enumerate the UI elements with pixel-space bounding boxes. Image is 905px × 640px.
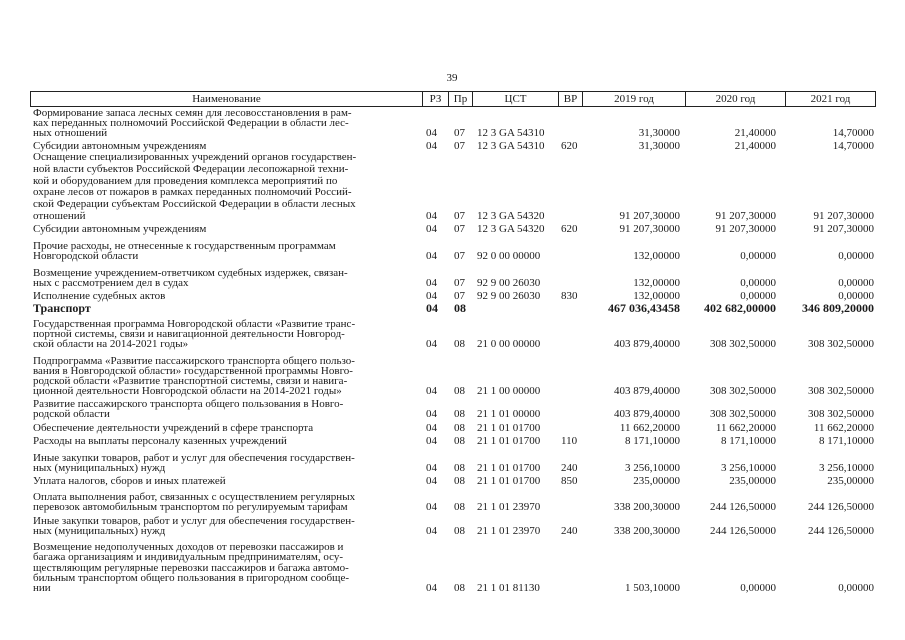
row-y2020: 11 662,20000	[715, 422, 776, 434]
row-cst: 12 3 GA 54310	[477, 127, 545, 139]
row-pr: 08	[454, 582, 465, 594]
row-rz: 04	[426, 408, 437, 420]
row-name-line: Обеспечение деятельности учреждений в сфере транспорта	[33, 422, 314, 434]
row-y2021: 235,00000	[827, 475, 874, 487]
row-y2021: 3 256,10000	[819, 462, 874, 474]
row-rz: 04	[426, 250, 437, 262]
row-pr: 08	[454, 475, 465, 487]
row-name-line: Прочие расходы, не отнесенные к государственным программам	[33, 240, 336, 252]
row-pr: 07	[454, 250, 465, 262]
row-y2020: 308 302,50000	[710, 385, 776, 397]
row-name-line: кой и оборудованием для проведения комплекса мероприятий по	[33, 174, 338, 187]
row-cst: 21 1 00 00000	[477, 385, 541, 397]
row-pr: 07	[454, 290, 465, 302]
row-name-line: Транспорт	[33, 301, 91, 315]
row-cst: 21 1 01 01700	[477, 462, 541, 474]
row-y2020: 0,00000	[740, 250, 776, 262]
row-pr: 07	[454, 140, 465, 152]
row-y2021: 308 302,50000	[808, 385, 874, 397]
row-y2019: 8 171,10000	[625, 435, 680, 447]
row-rz: 04	[426, 385, 437, 397]
row-rz: 04	[426, 422, 437, 434]
row-name-line: Субсидии автономным учреждениям	[33, 223, 207, 235]
row-pr: 08	[454, 301, 466, 315]
row-rz: 04	[426, 290, 437, 302]
row-name-line: ных (муниципальных) нужд	[33, 462, 166, 474]
row-vr: 240	[561, 462, 578, 474]
row-name-line: ществляющим регулярные перевозки пассажиров и багажа автомо-	[33, 561, 349, 574]
row-cst: 92 9 00 26030	[477, 290, 541, 302]
row-name-line: ской области на 2014-2021 годы»	[33, 338, 189, 350]
row-cst: 21 0 00 00000	[477, 338, 541, 350]
row-y2019: 403 879,40000	[614, 338, 680, 350]
page-number: 39	[446, 72, 458, 84]
row-rz: 04	[426, 277, 437, 289]
row-rz: 04	[426, 338, 437, 350]
row-y2021: 244 126,50000	[808, 501, 874, 513]
row-y2019: 31,30000	[638, 140, 680, 152]
row-y2020: 308 302,50000	[710, 408, 776, 420]
row-y2021: 11 662,20000	[813, 422, 874, 434]
row-y2020: 235,00000	[729, 475, 776, 487]
row-cst: 21 1 01 00000	[477, 408, 541, 420]
row-y2019: 467 036,43458	[608, 301, 680, 315]
row-y2019: 132,00000	[633, 290, 680, 302]
row-y2021: 91 207,30000	[813, 210, 874, 222]
row-vr: 850	[561, 475, 578, 487]
row-name-line: Расходы на выплаты персоналу казенных учреждений	[33, 435, 287, 447]
row-cst: 92 0 00 00000	[477, 250, 541, 262]
row-y2019: 91 207,30000	[619, 210, 680, 222]
row-cst: 21 1 01 01700	[477, 422, 541, 434]
row-y2019: 403 879,40000	[614, 385, 680, 397]
row-y2021: 0,00000	[838, 277, 874, 289]
row-pr: 08	[454, 501, 465, 513]
row-name-line: нии	[33, 582, 51, 594]
row-name-line: Иные закупки товаров, работ и услуг для обеспечения государствен-	[33, 452, 355, 464]
table-header	[30, 91, 876, 107]
row-rz: 04	[426, 501, 437, 513]
row-y2019: 31,30000	[638, 127, 680, 139]
col-name-header: Наименование	[31, 92, 423, 106]
row-y2019: 403 879,40000	[614, 408, 680, 420]
row-y2019: 11 662,20000	[619, 422, 680, 434]
row-y2021: 308 302,50000	[808, 408, 874, 420]
row-y2019: 1 503,10000	[625, 582, 680, 594]
col-rz-header: РЗ	[423, 92, 449, 106]
row-y2020: 244 126,50000	[710, 501, 776, 513]
row-cst: 21 1 01 01700	[477, 475, 541, 487]
row-y2020: 0,00000	[740, 277, 776, 289]
row-y2020: 0,00000	[740, 290, 776, 302]
row-name-line: портной системы, связи и навигационной деятельности Новгород-	[33, 328, 345, 340]
row-y2020: 91 207,30000	[715, 210, 776, 222]
row-cst: 12 3 GA 54320	[477, 223, 545, 235]
row-pr: 07	[454, 277, 465, 289]
row-y2020: 21,40000	[734, 140, 776, 152]
row-name-line: багажа организациям и индивидуальным предпринимателям, осу-	[33, 551, 344, 564]
row-cst: 21 1 01 23970	[477, 525, 541, 537]
row-name-line: отношений	[33, 210, 86, 222]
row-pr: 08	[454, 408, 465, 420]
row-name-line: Оплата выполнения работ, связанных с осуществлением регулярных	[33, 491, 356, 503]
row-y2021: 14,70000	[832, 140, 874, 152]
col-pr-header: Пр	[449, 92, 473, 106]
row-vr: 240	[561, 525, 578, 537]
row-y2020: 244 126,50000	[710, 525, 776, 537]
row-y2021: 0,00000	[838, 250, 874, 262]
row-y2020: 402 682,00000	[704, 301, 776, 315]
row-name-line: ской Федерации субъектам Российской Федерации в области лесных	[33, 198, 356, 211]
row-y2021: 308 302,50000	[808, 338, 874, 350]
row-pr: 08	[454, 422, 465, 434]
row-name-line: ках переданных полномочий Российской Федерации в области лес-	[33, 117, 349, 129]
row-rz: 04	[426, 582, 437, 594]
row-rz: 04	[426, 223, 437, 235]
row-rz: 04	[426, 210, 437, 222]
row-cst: 21 1 01 23970	[477, 501, 541, 513]
row-y2020: 3 256,10000	[721, 462, 776, 474]
row-y2019: 3 256,10000	[625, 462, 680, 474]
row-pr: 07	[454, 127, 465, 139]
row-name-line: родской области	[33, 408, 110, 420]
row-name-line: Возмещение учреждением-ответчиком судебных издержек, связан-	[33, 267, 348, 279]
row-cst: 12 3 GA 54310	[477, 140, 545, 152]
col-2020-header: 2020 год	[686, 92, 786, 106]
row-rz: 04	[426, 462, 437, 474]
row-pr: 08	[454, 385, 465, 397]
row-name-line: родской области «Развитие транспортной системы, связи и навига-	[33, 375, 348, 387]
row-y2021: 0,00000	[838, 290, 874, 302]
row-cst: 12 3 GA 54320	[477, 210, 545, 222]
row-y2020: 21,40000	[734, 127, 776, 139]
row-name-line: ционной деятельности Новгородской области на 2014-2021 годы»	[33, 385, 342, 397]
row-name-line: ных с рассмотрением дел в судах	[33, 277, 189, 289]
row-name-line: охране лесов от пожаров в рамках переданных полномочий Россий-	[33, 186, 352, 199]
row-y2021: 346 809,20000	[802, 301, 874, 315]
row-y2021: 0,00000	[838, 582, 874, 594]
col-cst-header: ЦСТ	[473, 92, 559, 106]
row-name-line: Оснащение специализированных учреждений органов государствен-	[33, 151, 357, 163]
row-y2021: 14,70000	[832, 127, 874, 139]
row-name-line: Возмещение недополученных доходов от перевозки пассажиров и	[33, 541, 344, 553]
row-rz: 04	[426, 475, 437, 487]
row-y2020: 0,00000	[740, 582, 776, 594]
row-cst: 21 1 01 01700	[477, 435, 541, 447]
row-vr: 830	[561, 290, 578, 302]
row-y2019: 235,00000	[633, 475, 680, 487]
col-2021-header: 2021 год	[810, 93, 851, 105]
row-rz: 04	[426, 435, 437, 447]
row-rz: 04	[426, 140, 437, 152]
row-name-line: Развитие пассажирского транспорта общего пользования в Новго-	[33, 398, 344, 410]
row-name-line: Государственная программа Новгородской области «Развитие транс-	[33, 318, 356, 330]
row-rz: 04	[426, 127, 437, 139]
row-y2019: 132,00000	[633, 250, 680, 262]
row-y2021: 244 126,50000	[808, 525, 874, 537]
row-y2020: 91 207,30000	[715, 223, 776, 235]
row-rz: 04	[426, 525, 437, 537]
row-y2019: 91 207,30000	[619, 223, 680, 235]
row-name-line: Новгородской области	[33, 250, 139, 262]
row-rz: 04	[426, 301, 438, 315]
row-y2019: 132,00000	[633, 277, 680, 289]
row-name-line: вания в Новгородской области» государственной программы Новго-	[33, 365, 353, 377]
row-y2021: 91 207,30000	[813, 223, 874, 235]
row-name-line: бильным транспортом общего пользования в пригородном сообще-	[33, 571, 350, 584]
row-pr: 08	[454, 435, 465, 447]
row-y2019: 338 200,30000	[614, 525, 680, 537]
row-name-line: Исполнение судебных актов	[33, 290, 166, 302]
col-vr-header: ВР	[559, 92, 583, 106]
row-pr: 08	[454, 338, 465, 350]
row-name-line: Подпрограмма «Развитие пассажирского транспорта общего пользо-	[33, 355, 355, 367]
row-vr: 620	[561, 140, 578, 152]
row-pr: 07	[454, 210, 465, 222]
row-name-line: Формирование запаса лесных семян для лесовосстановления в рам-	[33, 107, 352, 119]
row-vr: 620	[561, 223, 578, 235]
row-name-line: ных (муниципальных) нужд	[33, 525, 166, 537]
row-name-line: ной власти субъектов Российской Федерации лесопожарной техни-	[33, 162, 349, 175]
row-y2020: 308 302,50000	[710, 338, 776, 350]
row-cst: 92 9 00 26030	[477, 277, 541, 289]
row-pr: 08	[454, 525, 465, 537]
col-2019-header: 2019 год	[583, 92, 686, 106]
row-y2019: 338 200,30000	[614, 501, 680, 513]
row-cst: 21 1 01 81130	[477, 582, 540, 594]
row-y2020: 8 171,10000	[721, 435, 776, 447]
row-pr: 08	[454, 462, 465, 474]
row-pr: 07	[454, 223, 465, 235]
row-name-line: перевозок автомобильным транспортом по регулируемым тарифам	[33, 501, 348, 513]
row-name-line: ных отношений	[33, 127, 108, 139]
row-y2021: 8 171,10000	[819, 435, 874, 447]
row-vr: 110	[561, 435, 578, 447]
row-name-line: Уплата налогов, сборов и иных платежей	[33, 475, 226, 487]
row-name-line: Субсидии автономным учреждениям	[33, 140, 207, 152]
row-name-line: Иные закупки товаров, работ и услуг для обеспечения государствен-	[33, 515, 355, 527]
